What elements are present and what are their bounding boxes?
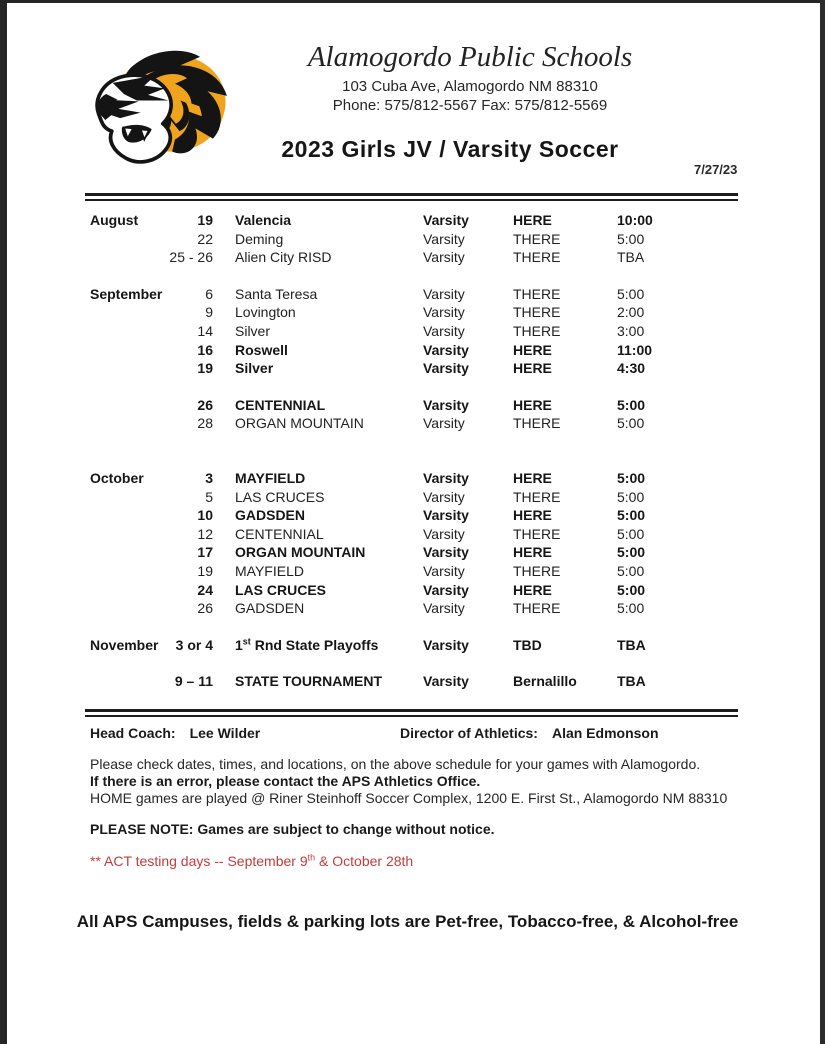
cell-month [90,599,160,618]
cell-date: 17 [197,544,213,561]
cell-date: 9 [205,304,213,321]
cell-location: HERE [513,507,552,524]
cell-opponent: 1st Rnd State Playoffs [235,636,379,653]
cell-level: Varsity [423,673,469,690]
cell-time: TBA [617,673,646,690]
cell-location: HERE [513,212,552,228]
cell-level: Varsity [423,469,469,486]
cell-location: THERE [513,304,561,321]
cell-spacer [213,322,235,341]
photo-edge-left [0,0,7,1044]
cell-opponent: CENTENNIAL [235,396,326,413]
cell-level: Varsity [423,230,465,247]
cell-level: Varsity [423,304,465,321]
cell-time: 5:00 [617,600,645,617]
cell-location: Bernalillo [513,673,577,690]
schedule-row [90,230,750,249]
schedule-row [90,525,750,544]
cell-opponent: MAYFIELD [235,562,304,579]
cell-time: 4:30 [617,360,646,377]
cell-time: 5:00 [617,581,646,598]
cell-month [90,506,160,525]
athletics-director-label: Director of Athletics: [400,725,538,741]
cell-opponent: Santa Teresa [235,285,318,302]
cell-opponent: Silver [235,360,274,377]
document-title: 2023 Girls JV / Varsity Soccer [281,136,619,162]
cell-month [90,562,160,581]
cell-location: HERE [513,341,552,358]
cell-date: 5 [205,488,213,505]
cell-location: THERE [513,488,561,505]
schedule-row [90,359,750,378]
cell-location: HERE [513,360,552,377]
cell-location: THERE [513,285,561,302]
cell-month: October [90,469,144,486]
revision-date: 7/27/23 [694,162,738,177]
athletics-director-name: Alan Edmonson [551,725,659,741]
note-check-dates: Please check dates, times, and locations, on the above schedule for your games with Alamogordo. [90,756,701,772]
cell-date: 6 [205,285,213,302]
cell-date: 12 [197,525,213,542]
cell-date: 19 [197,212,213,228]
cell-location: TBD [513,636,542,653]
schedule-row [90,543,750,562]
cell-level: Varsity [423,249,465,266]
note-act-testing: ** ACT testing days -- September 9th & October 28th [90,852,414,869]
cell-location: HERE [513,544,552,561]
cell-month [90,341,160,360]
cell-opponent: Lovington [235,304,296,321]
cell-level: Varsity [423,544,469,561]
photo-edge-right [820,0,825,1044]
cell-level: Varsity [423,285,465,302]
cell-location: THERE [513,415,561,432]
cell-date: 25 - 26 [169,249,213,266]
cell-month [90,396,160,415]
cell-time: 5:00 [617,285,645,302]
cell-date: 26 [197,600,213,617]
cell-month [90,525,160,544]
cell-opponent: ORGAN MOUNTAIN [235,415,364,432]
cell-date: 3 [205,469,213,486]
cell-month [90,230,160,249]
cell-level: Varsity [423,562,465,579]
cell-opponent: Alien City RISD [235,249,332,266]
cell-level: Varsity [423,322,465,339]
head-coach-label: Head Coach: [90,725,176,741]
cell-month: November [90,636,159,653]
cell-month [90,672,160,691]
cell-spacer [213,525,235,544]
schedule-row [90,562,750,581]
cell-spacer [213,359,235,378]
cell-location: HERE [513,469,552,486]
schedule-row [90,396,750,415]
cell-spacer [213,506,235,525]
cell-date: 26 [197,396,213,413]
cell-opponent: LAS CRUCES [235,488,325,505]
schedule-row [90,581,750,600]
cell-location: HERE [513,396,552,413]
cell-month [90,414,160,433]
note-campus-policy: All APS Campuses, fields & parking lots are Pet-free, Tobacco-free, & Alcohol-free [76,912,739,931]
cell-location: THERE [513,230,561,247]
cell-spacer [213,469,235,488]
cell-opponent: Roswell [235,341,288,358]
cell-time: 5:00 [617,488,645,505]
cell-location: HERE [513,581,552,598]
cell-spacer [213,248,235,267]
cell-month: August [90,212,139,228]
coaches-row [90,725,740,741]
cell-spacer [213,581,235,600]
cell-level: Varsity [423,600,465,617]
cell-month [90,322,160,341]
cell-date: 19 [197,562,213,579]
schedule-row [90,341,750,360]
cell-month [90,543,160,562]
notes-block [90,756,750,807]
cell-time: 5:00 [617,230,645,247]
cell-date: 10 [197,507,213,524]
cell-spacer [213,230,235,249]
cell-time: 5:00 [617,544,646,561]
cell-opponent: Silver [235,322,271,339]
note-home-games: HOME games are played @ Riner Steinhoff Soccer Complex, 1200 E. First St., Alamogordo NM 88310 [90,790,728,806]
cell-location: THERE [513,600,561,617]
cell-level: Varsity [423,396,469,413]
note-please-note: PLEASE NOTE: Games are subject to change without notice. [90,821,495,837]
cell-spacer [213,396,235,415]
schedule-row [90,488,750,507]
cell-opponent: STATE TOURNAMENT [235,673,382,690]
cell-level: Varsity [423,488,465,505]
cell-time: 3:00 [617,322,645,339]
cell-date: 28 [197,415,213,432]
schedule-row [90,599,750,618]
schedule-row [90,414,750,433]
cell-spacer [213,562,235,581]
schedule-row [90,322,750,341]
cell-opponent: ORGAN MOUNTAIN [235,544,366,561]
cell-time: 5:00 [617,525,645,542]
schedule-row [90,469,750,488]
cell-level: Varsity [423,636,469,653]
cell-spacer [213,599,235,618]
cell-level: Varsity [423,581,469,598]
cell-time: TBA [617,249,645,266]
cell-opponent: LAS CRUCES [235,581,327,598]
cell-time: 2:00 [617,304,645,321]
divider-top [85,193,738,201]
cell-date: 19 [197,360,213,377]
cell-month [90,359,160,378]
schedule-row [90,285,750,304]
cell-spacer [213,672,235,691]
head-coach-name: Lee Wilder [189,725,261,741]
cell-location: THERE [513,562,561,579]
cell-spacer [213,285,235,304]
cell-opponent: Valencia [235,212,292,228]
cell-level: Varsity [423,525,465,542]
cell-time: TBA [617,636,646,653]
cell-location: THERE [513,525,561,542]
cell-location: THERE [513,322,561,339]
schedule-row [90,303,750,322]
cell-date: 14 [197,322,213,339]
cell-spacer [213,636,235,655]
divider-bottom [85,709,738,717]
photo-edge-top [0,0,825,3]
cell-level: Varsity [423,341,469,358]
schedule-table [90,211,750,691]
cell-time: 5:00 [617,415,645,432]
cell-time: 5:00 [617,396,646,413]
schedule-row [90,672,750,691]
cell-time: 5:00 [617,507,646,524]
cell-date: 22 [197,230,213,247]
cell-time: 10:00 [617,212,653,228]
schedule-row [90,248,750,267]
cell-spacer [213,303,235,322]
cell-date: 9 – 11 [174,673,213,690]
cell-level: Varsity [423,360,469,377]
cell-date: 24 [197,581,213,598]
cell-opponent: CENTENNIAL [235,525,324,542]
cell-month [90,581,160,600]
cell-date: 3 or 4 [175,636,213,653]
cell-time: 5:00 [617,562,645,579]
cell-month [90,488,160,507]
cell-level: Varsity [423,212,469,228]
cell-level: Varsity [423,507,469,524]
cell-level: Varsity [423,415,465,432]
note-error-contact: If there is an error, please contact the APS Athletics Office. [90,773,481,789]
cell-opponent: MAYFIELD [235,469,306,486]
athletics-director [400,725,659,741]
schedule-row [90,636,750,655]
cell-spacer [213,211,235,230]
school-phone-fax: Phone: 575/812-5567 Fax: 575/812-5569 [332,97,608,114]
schedule-row [90,211,750,230]
school-address: 103 Cuba Ave, Alamogordo NM 88310 [342,78,598,95]
cell-month [90,248,160,267]
cell-time: 5:00 [617,469,646,486]
cell-month: September [90,285,163,302]
cell-spacer [213,543,235,562]
cell-spacer [213,414,235,433]
cell-spacer [213,488,235,507]
cell-month [90,303,160,322]
cell-opponent: GADSDEN [235,507,306,524]
cell-date: 16 [197,341,213,358]
cell-opponent: GADSDEN [235,600,305,617]
cell-location: THERE [513,249,561,266]
school-name: Alamogordo Public Schools [307,41,633,73]
cell-spacer [213,341,235,360]
cell-time: 11:00 [617,341,653,358]
schedule-row [90,506,750,525]
cell-opponent: Deming [235,230,284,247]
header [250,40,690,115]
